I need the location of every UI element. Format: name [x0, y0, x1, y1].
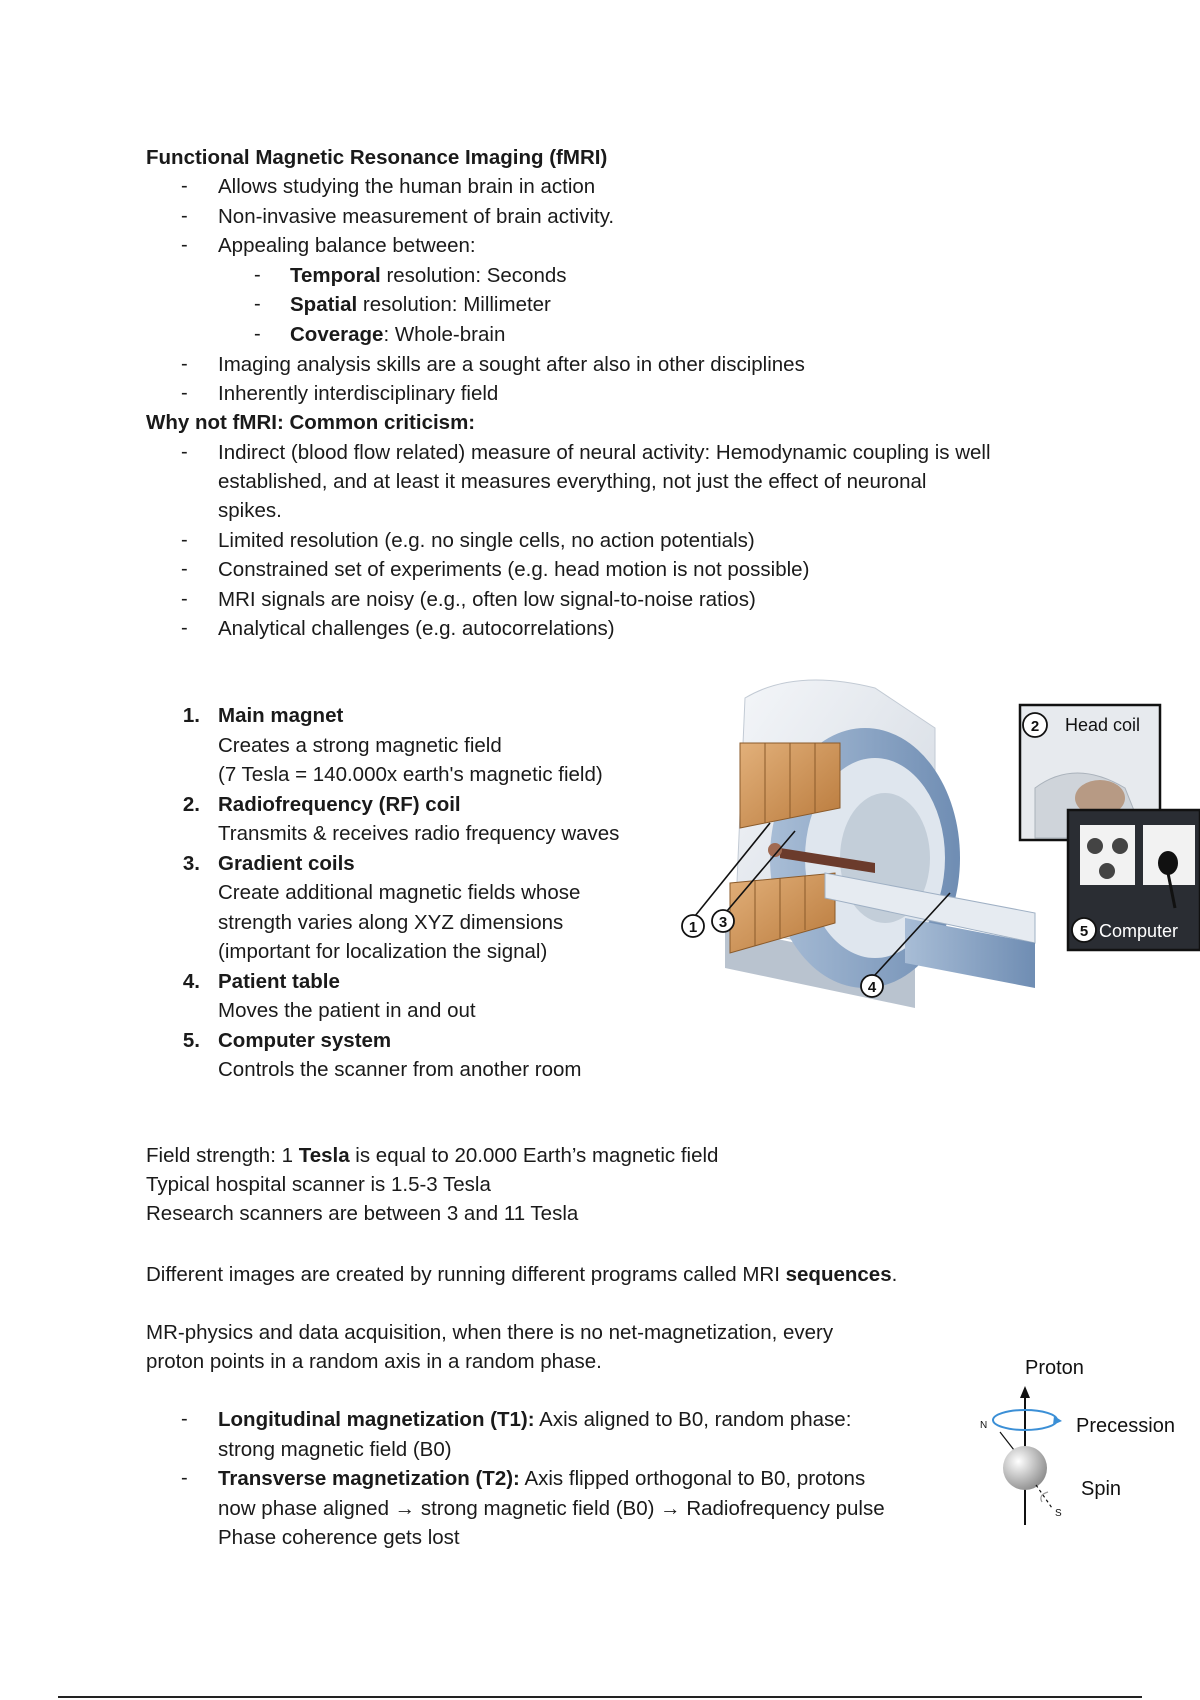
t2-item	[218, 1464, 865, 1493]
list-number: 3.	[182, 852, 200, 875]
bullet-dash: -	[181, 353, 188, 375]
criticism-item: MRI signals are noisy (e.g., often low signal-to-noise ratios)	[218, 588, 756, 611]
north-label: N	[980, 1420, 988, 1431]
bullet-dash: -	[181, 617, 188, 639]
list-number: 1.	[182, 704, 200, 727]
bullet-dash: -	[181, 205, 188, 227]
resolution-desc: : Whole-brain	[383, 323, 506, 346]
criticism-item: Constrained set of experiments (e.g. head motion is not possible)	[218, 558, 810, 581]
proton-sphere	[1003, 1446, 1047, 1490]
south-label: S	[1055, 1508, 1062, 1519]
fmri-bullet: Allows studying the human brain in action	[218, 175, 596, 198]
callout-4-label: 4	[867, 979, 877, 996]
head-coil-label: Head coil	[1065, 715, 1141, 735]
component-desc: strength varies along XYZ dimensions	[218, 911, 564, 934]
callout-3-label: 3	[718, 914, 728, 931]
hospital-scanner-line: Typical hospital scanner is 1.5-3 Tesla	[146, 1173, 491, 1196]
research-scanner-line: Research scanners are between 3 and 11 Tesla	[146, 1202, 579, 1225]
resolution-desc: resolution: Millimeter	[357, 293, 551, 316]
resolution-term: Coverage	[290, 323, 384, 346]
proton-title: Proton	[1025, 1357, 1084, 1379]
criticism-item-cont: spikes.	[218, 499, 282, 522]
computer-label: Computer	[1099, 921, 1179, 941]
component-desc: Moves the patient in and out	[218, 999, 476, 1022]
component-title: Main magnet	[218, 704, 344, 727]
field-post: is equal to 20.000 Earth’s magnetic field	[349, 1144, 719, 1167]
component-title: Gradient coils	[218, 852, 355, 875]
sequences-line	[146, 1260, 897, 1289]
component-desc: Transmits & receives radio frequency waves	[218, 822, 620, 845]
precession-label: Precession	[1076, 1415, 1175, 1437]
bullet-dash: -	[181, 234, 188, 256]
callout-1-label: 1	[688, 919, 698, 936]
list-number: 5.	[182, 1029, 200, 1052]
criticism-item: Limited resolution (e.g. no single cells, no action potentials)	[218, 529, 755, 552]
resolution-item	[290, 320, 505, 349]
sub-bullet-dash: -	[254, 293, 261, 315]
criticism-item-cont: established, and at least it measures everything, not just the effect of neuronal	[218, 470, 927, 493]
fmri-bullet: Appealing balance between:	[218, 234, 476, 257]
bullet-dash: -	[181, 558, 188, 580]
sub-bullet-dash: -	[254, 323, 261, 345]
t2-desc: Axis flipped orthogonal to B0, protons	[519, 1467, 866, 1490]
component-desc: Creates a strong magnetic field	[218, 734, 502, 757]
precession-arrow	[1053, 1416, 1062, 1425]
t2-item-cont: Phase coherence gets lost	[218, 1526, 460, 1549]
bullet-dash: -	[181, 529, 188, 551]
fmri-heading: Functional Magnetic Resonance Imaging (fMRI)	[146, 146, 608, 169]
resolution-term: Temporal	[290, 264, 381, 287]
resolution-item	[290, 290, 551, 319]
physics-line: MR-physics and data acquisition, when there is no net-magnetization, every	[146, 1321, 834, 1344]
physics-line: proton points in a random axis in a random phase.	[146, 1350, 602, 1373]
field-bold: Tesla	[298, 1144, 350, 1167]
mri-scanner-figure	[675, 668, 1200, 1088]
bullet-dash: -	[181, 1467, 188, 1489]
bullet-dash: -	[181, 1408, 188, 1430]
list-number: 4.	[182, 970, 200, 993]
sequences-post: .	[891, 1263, 898, 1286]
t1-desc: Axis aligned to B0, random phase:	[534, 1408, 852, 1431]
criticism-item: Indirect (blood flow related) measure of neural activity: Hemodynamic coupling is well	[218, 441, 991, 464]
axis-arrow	[1020, 1386, 1030, 1398]
callout-2-label: 2	[1030, 718, 1040, 735]
component-title: Computer system	[218, 1029, 392, 1052]
component-title: Patient table	[218, 970, 340, 993]
sub-bullet-dash: -	[254, 264, 261, 286]
bullet-dash: -	[181, 382, 188, 404]
field-pre: Field strength: 1	[146, 1144, 299, 1167]
t1-item-cont: strong magnetic field (B0)	[218, 1438, 452, 1461]
component-desc: Create additional magnetic fields whose	[218, 881, 581, 904]
t1-term: Longitudinal magnetization (T1):	[218, 1408, 535, 1431]
t1-item	[218, 1405, 851, 1434]
t2-item-cont: now phase aligned → strong magnetic field (B0) → Radiofrequency pulse	[218, 1497, 885, 1520]
field-strength-line	[146, 1141, 718, 1170]
proton-figure	[970, 1350, 1185, 1535]
resolution-desc: resolution: Seconds	[380, 264, 567, 287]
sequences-bold: sequences	[785, 1263, 892, 1286]
spin-label: Spin	[1081, 1478, 1122, 1500]
fmri-bullet: Inherently interdisciplinary field	[218, 382, 499, 405]
component-desc: (important for localization the signal)	[218, 940, 548, 963]
resolution-term: Spatial	[290, 293, 358, 316]
t2-term: Transverse magnetization (T2):	[218, 1467, 520, 1490]
component-title: Radiofrequency (RF) coil	[218, 793, 461, 816]
bullet-dash: -	[181, 588, 188, 610]
criticism-item: Analytical challenges (e.g. autocorrelations)	[218, 617, 615, 640]
component-desc: (7 Tesla = 140.000x earth's magnetic field)	[218, 763, 603, 786]
bullet-dash: -	[181, 175, 188, 197]
resolution-item	[290, 261, 567, 290]
criticism-heading: Why not fMRI: Common criticism:	[146, 411, 476, 434]
fmri-bullet: Non-invasive measurement of brain activity.	[218, 205, 615, 228]
list-number: 2.	[182, 793, 200, 816]
sequences-pre: Different images are created by running different programs called MRI	[146, 1263, 786, 1286]
callout-5-label: 5	[1079, 923, 1089, 940]
bullet-dash: -	[181, 441, 188, 463]
page-divider	[58, 1696, 1142, 1698]
fmri-bullet: Imaging analysis skills are a sought after also in other disciplines	[218, 353, 805, 376]
component-desc: Controls the scanner from another room	[218, 1058, 582, 1081]
